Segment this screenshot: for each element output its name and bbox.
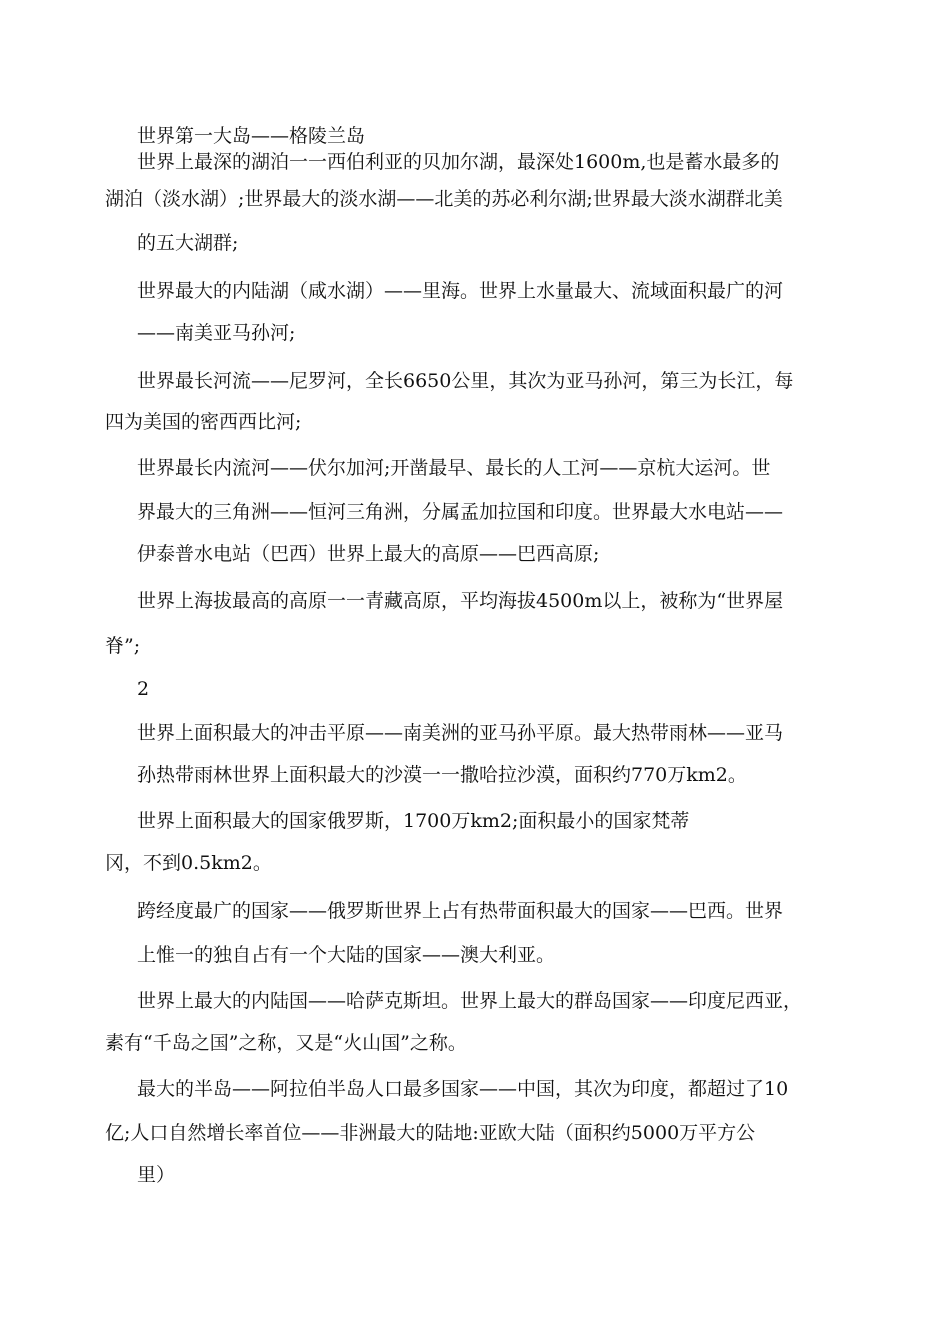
text-line: 世界第一大岛——格陵兰岛	[137, 125, 366, 147]
text-line: 世界最大的内陆湖（咸水湖）——里海。世界上水量最大、流域面积最广的河	[137, 280, 784, 302]
text-line: 世界上面积最大的冲击平原——南美洲的亚马孙平原。最大热带雨林——亚马	[137, 722, 784, 744]
text-line: 最大的半岛——阿拉伯半岛人口最多国家——中国，其次为印度，都超过了10	[137, 1078, 789, 1100]
text-line: 湖泊（淡水湖）;世界最大的淡水湖——北美的苏必利尔湖;世界最大淡水湖群北美	[105, 188, 783, 210]
text-line: 孙热带雨林世界上面积最大的沙漠一一撒哈拉沙漠，面积约770万km2。	[137, 764, 747, 786]
text-line: 跨经度最广的国家——俄罗斯世界上占有热带面积最大的国家——巴西。世界	[137, 900, 784, 922]
text-line: 素有“千岛之国”之称，又是“火山国”之称。	[105, 1032, 467, 1054]
text-line: 伊泰普水电站（巴西）世界上最大的高原——巴西高原;	[137, 543, 600, 565]
text-line: 世界上面积最大的国家俄罗斯，1700万km2;面积最小的国家梵蒂	[137, 810, 690, 832]
text-line: 的五大湖群;	[137, 232, 239, 254]
text-line: 四为美国的密西西比河;	[105, 411, 302, 433]
text-line: 界最大的三角洲——恒河三角洲，分属孟加拉国和印度。世界最大水电站——	[137, 501, 784, 523]
text-line: ——南美亚马孙河;	[137, 322, 296, 344]
text-line: 世界最长内流河——伏尔加河;开凿最早、最长的人工河——京杭大运河。世	[137, 457, 771, 479]
text-line: 里）	[137, 1164, 176, 1186]
text-line: 世界上最深的湖泊一一西伯利亚的贝加尔湖，最深处1600m,也是蓄水最多的	[137, 151, 780, 173]
text-line: 亿;人口自然增长率首位——非洲最大的陆地:亚欧大陆（面积约5000万平方公	[105, 1122, 756, 1144]
text-line: 世界最长河流——尼罗河，全长6650公里，其次为亚马孙河，第三为长江，每	[137, 370, 794, 392]
text-line: 世界上最大的内陆国——哈萨克斯坦。世界上最大的群岛国家——印度尼西亚，	[137, 990, 803, 1012]
text-line: 世界上海拔最高的高原一一青藏高原，平均海拔4500m以上，被称为“世界屋	[137, 590, 784, 612]
text-line: 上惟一的独自占有一个大陆的国家——澳大利亚。	[137, 944, 556, 966]
text-line: 冈，不到0.5km2。	[105, 852, 272, 874]
text-line: 脊”;	[105, 635, 141, 657]
page-number: 2	[137, 678, 150, 700]
